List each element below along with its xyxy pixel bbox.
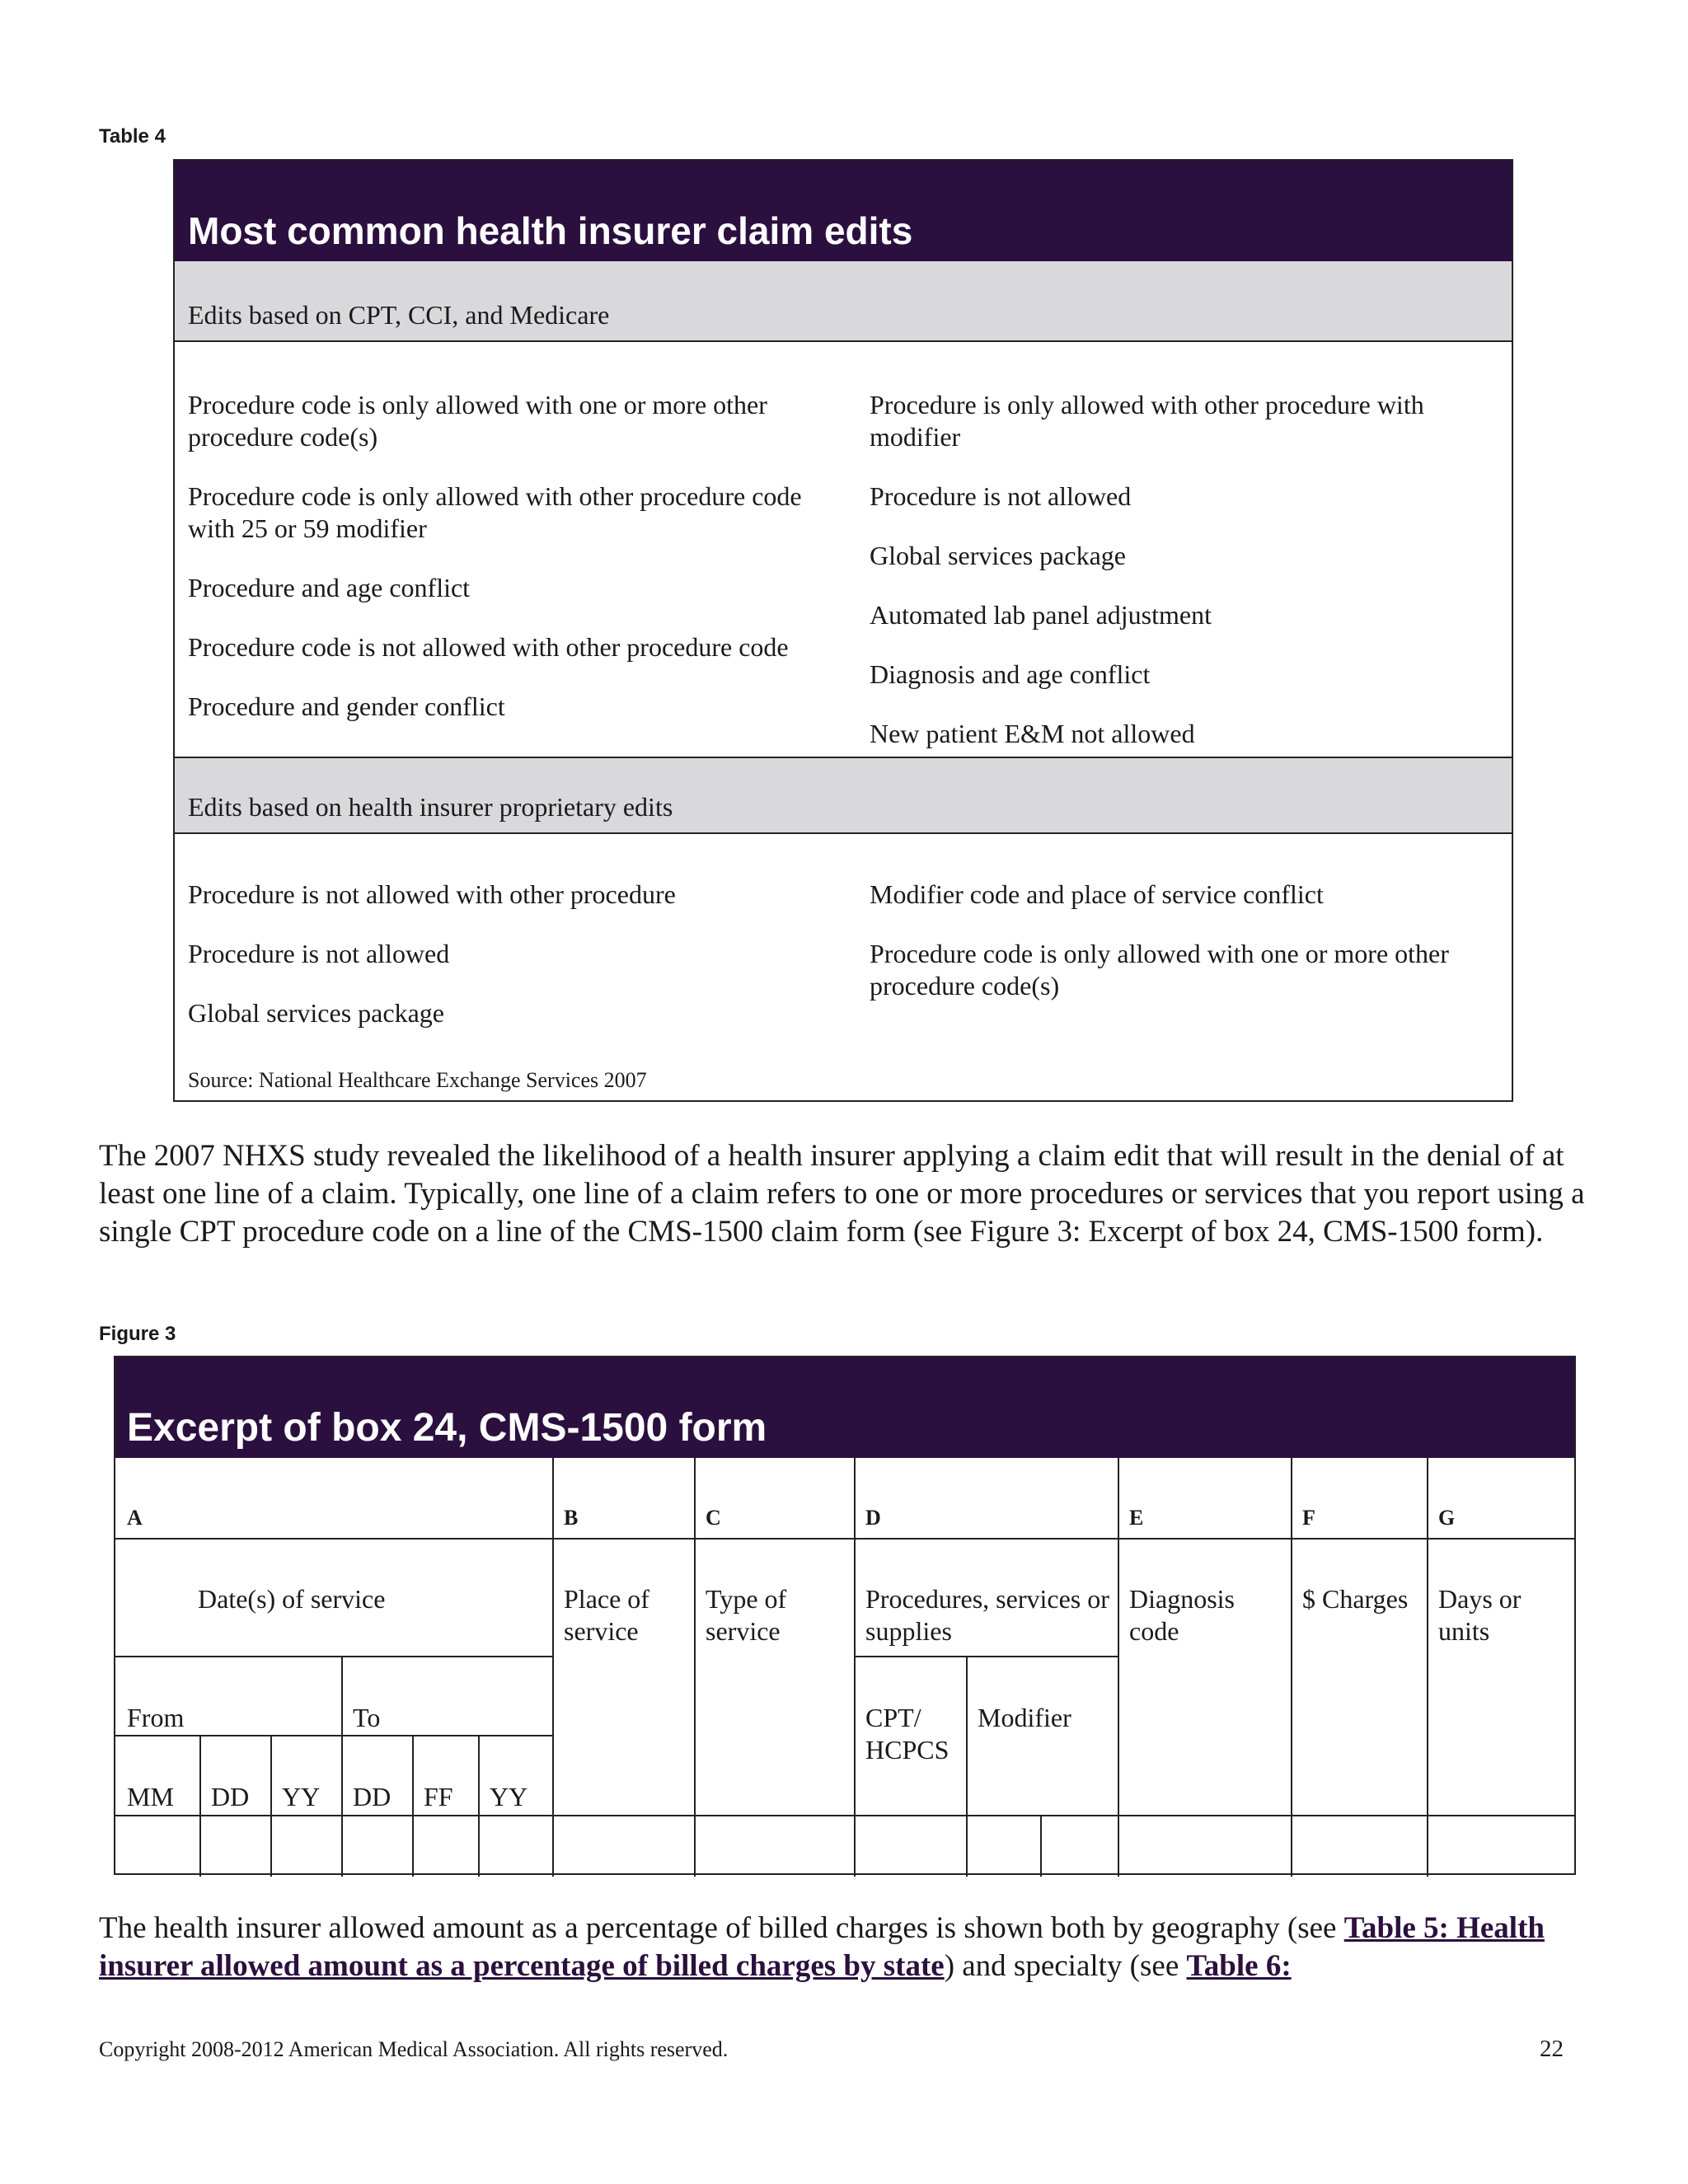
section-heading-proprietary: Edits based on health insurer proprietary edits (175, 757, 1512, 834)
list-item: Procedure code is not allowed with other procedure code (188, 632, 789, 662)
from-label: From (127, 1703, 185, 1732)
section2-left-column (188, 879, 847, 1057)
table-title: Most common health insurer claim edits (175, 161, 1512, 261)
section2-right-column (870, 879, 1496, 1029)
diagnosis-code-label: Diagnosis code (1129, 1584, 1235, 1646)
date-part-yy: YY (282, 1782, 321, 1811)
list-item: New patient E&M not allowed (870, 719, 1195, 748)
paragraph-text: The health insurer allowed amount as a percentage of billed charges is shown both by geography (see (99, 1911, 1344, 1945)
figure-caption: Figure 3 (99, 1323, 176, 1345)
column-letter-b: B (564, 1506, 579, 1530)
date-part-yy: YY (490, 1782, 528, 1811)
section1-left-column (188, 389, 847, 750)
list-item: Procedure code is only allowed with other procedure code with 25 or 59 modifier (188, 481, 802, 543)
dates-of-service-label: Date(s) of service (198, 1584, 386, 1614)
type-of-service-label: Type of service (706, 1584, 787, 1646)
figure-title: Excerpt of box 24, CMS-1500 form (115, 1357, 1574, 1458)
column-letter-e: E (1129, 1506, 1144, 1530)
column-letter-c: C (706, 1506, 721, 1530)
table-caption: Table 4 (99, 125, 166, 148)
list-item: Procedure and gender conflict (188, 691, 505, 721)
page-number: 22 (1540, 2036, 1564, 2062)
list-item: Diagnosis and age conflict (870, 659, 1151, 689)
list-item: Global services package (870, 541, 1126, 570)
table-source: Source: National Healthcare Exchange Services 2007 (188, 1068, 647, 1092)
date-part-dd: DD (211, 1782, 250, 1811)
charges-label: $ Charges (1302, 1584, 1409, 1614)
list-item: Procedure code is only allowed with one or more other procedure code(s) (188, 390, 767, 452)
to-label: To (353, 1703, 381, 1732)
list-item: Procedure is not allowed (870, 481, 1132, 511)
list-item: Procedure code is only allowed with one or more other procedure code(s) (870, 939, 1449, 1001)
list-item: Procedure is not allowed with other procedure (188, 879, 676, 909)
claim-edits-table (173, 159, 1513, 1102)
table5-link[interactable]: Table 5: Health insurer allowed amount as a percentage of billed charges by state (99, 1911, 1545, 1983)
column-letter-d: D (865, 1506, 881, 1530)
paragraph-text: ) and specialty (see (944, 1949, 1187, 1983)
date-part-dd: DD (353, 1782, 392, 1811)
table6-link[interactable]: Table 6: (1186, 1949, 1292, 1983)
list-item: Procedure is only allowed with other procedure with modifier (870, 390, 1424, 452)
list-item: Modifier code and place of service conflict (870, 879, 1324, 909)
list-item: Procedure is not allowed (188, 939, 450, 968)
body-paragraph-2 (99, 1910, 1591, 1985)
list-item: Global services package (188, 998, 444, 1028)
cpt-hcpcs-label: CPT/ HCPCS (865, 1703, 950, 1765)
body-paragraph: The 2007 NHXS study revealed the likelihood of a health insurer applying a claim edit that will result in the denial of at least one line of a claim. Typically, one line of a claim refers to one or more procedures or services that you report using a single CPT procedure code on a line of the CMS-1500 claim form (see Figure 3: Excerpt of box 24, CMS-1500 form). (99, 1139, 1585, 1249)
list-item: Automated lab panel adjustment (870, 600, 1212, 630)
copyright-footer: Copyright 2008-2012 American Medical Association. All rights reserved. (99, 2037, 729, 2061)
section-heading-cpt: Edits based on CPT, CCI, and Medicare (175, 261, 1512, 342)
place-of-service-label: Place of service (564, 1584, 649, 1646)
date-part-ff: FF (424, 1782, 453, 1811)
cms1500-box24-form (114, 1356, 1576, 1875)
column-letter-g: G (1438, 1506, 1456, 1530)
modifier-label: Modifier (978, 1703, 1071, 1732)
days-units-label: Days or units (1438, 1584, 1522, 1646)
list-item: Procedure and age conflict (188, 573, 471, 602)
column-letter-f: F (1302, 1506, 1315, 1530)
section1-right-column (870, 389, 1496, 777)
date-part-mm: MM (127, 1782, 174, 1811)
procedures-label: Procedures, services or supplies (865, 1584, 1109, 1646)
column-letter-a: A (127, 1506, 143, 1530)
